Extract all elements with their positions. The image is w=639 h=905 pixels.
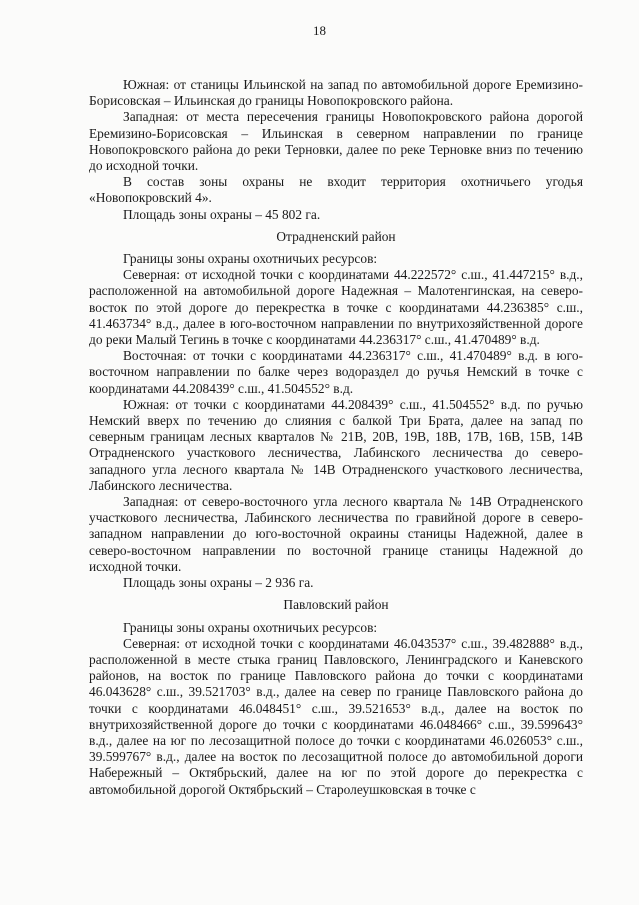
paragraph-excluded-territory: В состав зоны охраны не входит территория охотничьего угодья «Новопокровский 4». — [89, 174, 583, 206]
section-heading-pavlovsky: Павловский район — [283, 597, 389, 613]
document-body — [89, 77, 583, 798]
paragraph-boundaries-intro-otradnensky: Границы зоны охраны охотничьих ресурсов: — [123, 251, 378, 267]
page-number: 18 — [313, 23, 326, 38]
paragraph-east-boundary-otradnensky: Восточная: от точки с координатами 44.236317° с.ш., 41.470489° в.д. в юго-восточном направлении по балке через водораздел до ручья Немский в точке с координатами 44.208439° с.ш., 41.504552° в.д. — [89, 348, 583, 396]
paragraph-west-boundary-novopokrovsky: Западная: от места пересечения границы Новопокровского района дорогой Еремизино-Борисовская – Ильинская в северном направлении по границе Новопокровского района до реки Терновки, далее по реке Терновке вниз по течению до исходной точки. — [89, 109, 583, 174]
paragraph-south-boundary-otradnensky: Южная: от точки с координатами 44.208439° с.ш., 41.504552° в.д. по ручью Немский вверх по течению до слияния с балкой Три Брата, далее на запад по северным границам лесных кварталов № 21В, 20В, 19В, 18В, 17В, 16В, 15В, 14В Отрадненского участкового лесничества, Лабинского лесничества до северо-западного угла лесного квартала № 14В Отрадненского участкового лесничества, Лабинского лесничества. — [89, 396, 583, 493]
paragraph-west-boundary-otradnensky: Западная: от северо-восточного угла лесного квартала № 14В Отрадненского участкового лесничества, Лабинского лесничества по гравийной дороге в северо-западном направлении до юго-восточной окраины станицы Надежной, далее в северо-восточном направлении по восточной границе станицы Надежной до исходной точки. — [89, 494, 583, 574]
paragraph-north-boundary-otradnensky: Северная: от исходной точки с координатами 44.222572° с.ш., 41.447215° в.д., расположенной на автомобильной дороге Надежная – Малотенгинская, на северо-восток по этой дороге до перекрестка в точке с координатами 44.236385° с.ш., 41.463734° в.д., далее в юго-восточном направлении по внутрихозяйственной дороге до реки Малый Тегинь в точке с координатами 44.236317° с.ш., 41.470489° в.д. — [89, 267, 583, 348]
paragraph-area-otradnensky: Площадь зоны охраны – 2 936 га. — [123, 575, 314, 591]
section-heading-otradnensky: Отрадненский район — [276, 228, 396, 244]
paragraph-boundaries-intro-pavlovsky: Границы зоны охраны охотничьих ресурсов: — [123, 619, 378, 635]
paragraph-area-novopokrovsky: Площадь зоны охраны – 45 802 га. — [123, 206, 321, 222]
paragraph-north-boundary-pavlovsky: Северная: от исходной точки с координатами 46.043537° с.ш., 39.482888° в.д., расположенной в месте стыка границ Павловского, Ленинградского и Каневского районов, на восток по границе Павловского района до точки с координатами 46.043628° с.ш., 39.521703° в.д., далее на север по границе Павловского района до точки с координатами 46.048451° с.ш., 39.521653° в.д., далее на восток по внутрихозяйственной дороге до точки с координатами 46.048466° с.ш., 39.599643° в.д., далее на юг по лесозащитной полосе до точки с координатами 46.026053° с.ш., 39.599767° в.д., далее на восток по лесозащитной полосе до автомобильной дороги Набережный – Октябрьский, далее на юг по этой дороге до перекрестка с автомобильной дорогой Октябрьский – Старолеушковская в точке с — [89, 635, 583, 797]
paragraph-south-boundary-novopokrovsky: Южная: от станицы Ильинской на запад по автомобильной дороге Еремизино-Борисовская – Ильинская до границы Новопокровского района. — [89, 77, 583, 109]
